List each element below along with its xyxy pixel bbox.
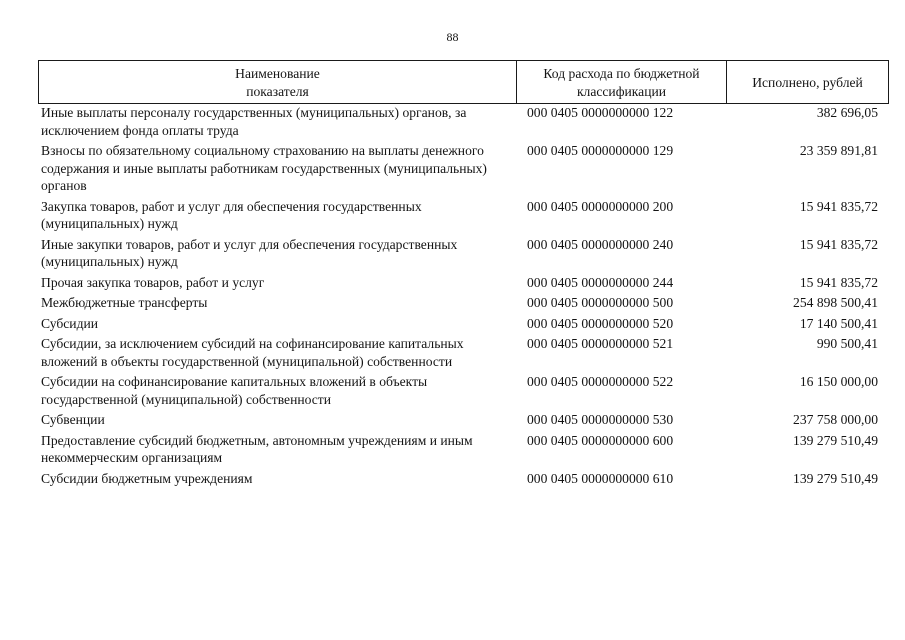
row-name: Взносы по обязательному социальному страхованию на выплаты денежного содержания и иные выплаты работникам государственных (муниципальных) органов (41, 143, 487, 193)
row-code: 000 0405 0000000000 522 (527, 374, 674, 389)
row-amount: 23 359 891,81 (799, 143, 878, 158)
table-row (38, 411, 889, 429)
row-code: 000 0405 0000000000 600 (527, 432, 674, 448)
table-body (38, 104, 889, 487)
table-row (38, 274, 889, 292)
row-name: Субсидии (41, 315, 99, 331)
table-row (38, 104, 889, 139)
row-name: Субсидии на софинансирование капитальных вложений в объекты государственной (муниципальной) собственности (41, 374, 428, 407)
table-row (38, 470, 889, 488)
header-name-line2: показателя (246, 83, 309, 99)
table-row (38, 373, 889, 408)
row-amount: 139 279 510,49 (793, 432, 878, 448)
row-code: 000 0405 0000000000 129 (527, 143, 674, 158)
header-code-line1: Код расхода по бюджетной (543, 65, 700, 81)
row-name: Предоставление субсидий бюджетным, автономным учреждениям и иным некоммерческим организациям (41, 432, 473, 465)
row-code: 000 0405 0000000000 520 (527, 315, 674, 331)
row-name: Субсидии, за исключением субсидий на софинансирование капитальных вложений в объекты государственной (муниципальной) собственности (41, 336, 464, 369)
table-row (38, 294, 889, 312)
row-amount: 15 941 835,72 (799, 274, 878, 290)
row-name: Иные закупки товаров, работ и услуг для обеспечения государственных (муниципальных) нужд (41, 236, 458, 269)
row-name: Закупка товаров, работ и услуг для обеспечения государственных (муниципальных) нужд (41, 198, 422, 231)
header-code-line2: классификации (576, 83, 667, 99)
table-row (38, 142, 889, 195)
row-name: Прочая закупка товаров, работ и услуг (41, 274, 265, 290)
header-code (517, 61, 727, 103)
row-code: 000 0405 0000000000 521 (527, 336, 674, 351)
row-code: 000 0405 0000000000 122 (527, 105, 674, 120)
row-amount: 382 696,05 (816, 105, 878, 120)
row-code: 000 0405 0000000000 500 (527, 295, 674, 310)
row-amount: 254 898 500,41 (793, 295, 878, 310)
header-name-line1: Наименование (235, 65, 320, 81)
table-row (38, 236, 889, 271)
row-name: Иные выплаты персоналу государственных (муниципальных) органов, за исключением фонда оплаты труда (41, 105, 467, 138)
row-name: Межбюджетные трансферты (41, 295, 208, 310)
table-row (38, 315, 889, 333)
header-amount-label: Исполнено, рублей (752, 74, 863, 90)
header-name (39, 61, 517, 103)
row-amount: 990 500,41 (816, 336, 878, 351)
row-amount: 17 140 500,41 (799, 315, 878, 331)
row-name: Субсидии бюджетным учреждениям (41, 470, 253, 486)
page-number: 88 (446, 30, 459, 44)
row-code: 000 0405 0000000000 200 (527, 198, 674, 214)
row-name: Субвенции (41, 412, 105, 427)
row-amount: 237 758 000,00 (793, 412, 878, 427)
table-row (38, 335, 889, 370)
row-code: 000 0405 0000000000 610 (527, 470, 674, 486)
row-code: 000 0405 0000000000 240 (527, 236, 674, 252)
row-amount: 15 941 835,72 (799, 236, 878, 252)
table-row (38, 198, 889, 233)
row-code: 000 0405 0000000000 244 (527, 274, 674, 290)
expenditure-table (38, 60, 889, 490)
row-code: 000 0405 0000000000 530 (527, 412, 674, 427)
row-amount: 16 150 000,00 (799, 374, 878, 389)
row-amount: 15 941 835,72 (799, 198, 878, 214)
row-amount: 139 279 510,49 (793, 470, 878, 486)
table-header (38, 60, 889, 104)
table-row (38, 432, 889, 467)
header-amount (727, 61, 888, 103)
